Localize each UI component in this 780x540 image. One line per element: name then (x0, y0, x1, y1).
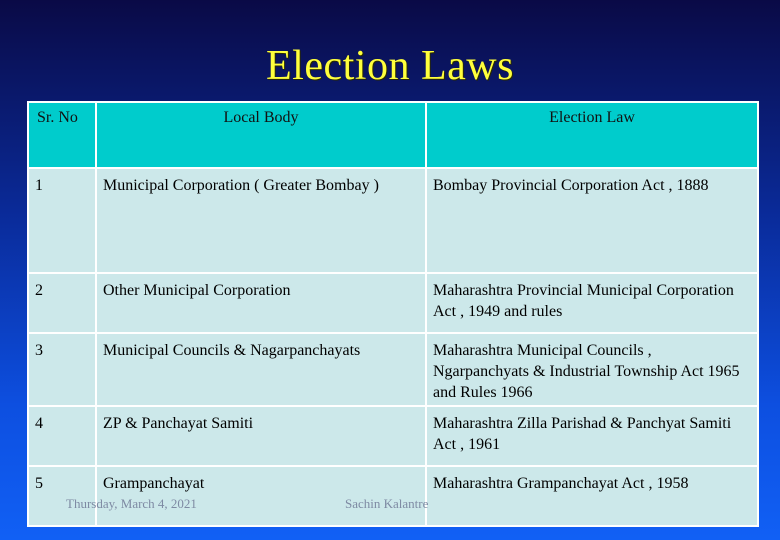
cell-sr-no: 5 (28, 466, 96, 526)
cell-local-body: ZP & Panchayat Samiti (96, 406, 426, 466)
header-local-body: Local Body (96, 102, 426, 168)
cell-election-law: Bombay Provincial Corporation Act , 1888 (426, 168, 758, 273)
header-sr-no: Sr. No (28, 102, 96, 168)
cell-election-law: Maharashtra Provincial Municipal Corporation Act , 1949 and rules (426, 273, 758, 333)
cell-sr-no: 2 (28, 273, 96, 333)
cell-election-law: Maharashtra Municipal Councils , Ngarpanchyats & Industrial Township Act 1965 and Rules 1966 (426, 333, 758, 406)
cell-local-body: Municipal Corporation ( Greater Bombay ) (96, 168, 426, 273)
cell-sr-no: 1 (28, 168, 96, 273)
table-row (28, 168, 758, 273)
election-laws-table (27, 101, 759, 527)
table-row (28, 273, 758, 333)
cell-sr-no: 4 (28, 406, 96, 466)
footer-date: Thursday, March 4, 2021 (66, 496, 197, 511)
cell-local-body: Municipal Councils & Nagarpanchayats (96, 333, 426, 406)
cell-election-law: Maharashtra Zilla Parishad & Panchyat Samiti Act , 1961 (426, 406, 758, 466)
table-row (28, 333, 758, 406)
cell-sr-no: 3 (28, 333, 96, 406)
cell-election-law: Maharashtra Grampanchayat Act , 1958 (426, 466, 758, 526)
header-election-law: Election Law (426, 102, 758, 168)
cell-local-body: Grampanchayat (96, 466, 426, 526)
footer-author: Sachin Kalantre (345, 496, 429, 511)
slide-title: Election Laws (266, 43, 514, 89)
table-row (28, 406, 758, 466)
table-header-row (28, 102, 758, 168)
cell-local-body: Other Municipal Corporation (96, 273, 426, 333)
